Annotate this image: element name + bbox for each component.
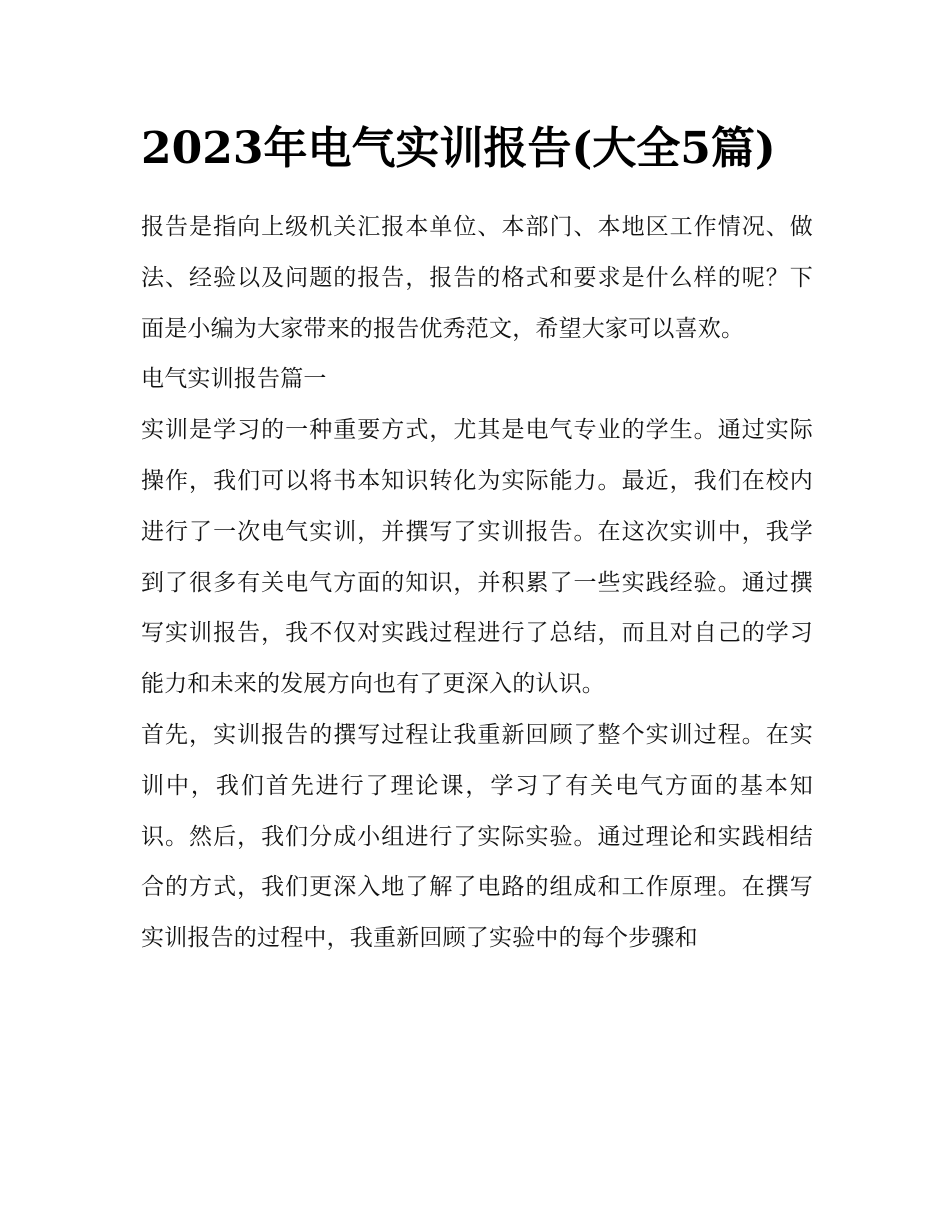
section-heading: 电气实训报告篇一 — [141, 366, 327, 393]
document-body — [141, 202, 813, 964]
body-paragraph: 实训是学习的一种重要方式，尤其是电气专业的学生。通过实际操作，我们可以将书本知识转化为实际能力。最近，我们在校内进行了一次电气实训，并撰写了实训报告。在这次实训中，我学到了很多有关电气方面的知识，并积累了一些实践经验。通过撰写实训报告，我不仅对实践过程进行了总结，而且对自己的学习能力和未来的发展方向也有了更深入的认识。 — [141, 417, 813, 698]
body-paragraph: 首先，实训报告的撰写过程让我重新回顾了整个实训过程。在实训中，我们首先进行了理论课，学习了有关电气方面的基本知识。然后，我们分成小组进行了实际实验。通过理论和实践相结合的方式，我们更深入地了解了电路的组成和工作原理。在撰写实训报告的过程中，我重新回顾了实验中的每个步骤和 — [141, 721, 813, 952]
document-page — [141, 118, 813, 964]
intro-paragraph: 报告是指向上级机关汇报本单位、本部门、本地区工作情况、做法、经验以及问题的报告，报告的格式和要求是什么样的呢？下面是小编为大家带来的报告优秀范文，希望大家可以喜欢。 — [141, 214, 813, 342]
document-title: 2023年电气实训报告(大全5篇) — [141, 123, 776, 174]
